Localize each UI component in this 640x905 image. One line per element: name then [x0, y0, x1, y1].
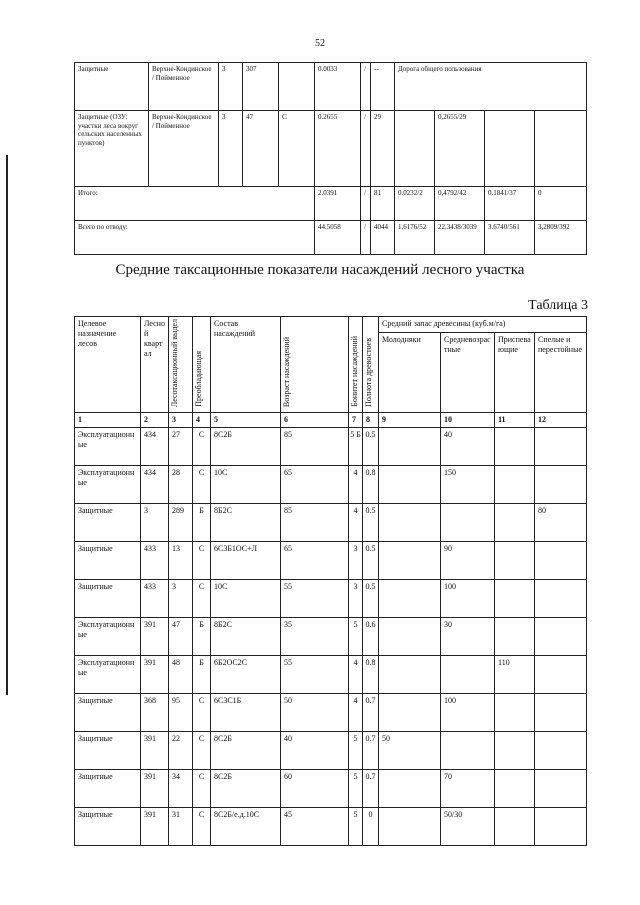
- column-number: 7: [349, 413, 363, 428]
- table-cell: 391: [141, 618, 169, 656]
- top-cell: 47: [243, 111, 279, 187]
- header-purpose: Целевое назначение лесов: [75, 317, 141, 413]
- table-cell: [441, 656, 495, 694]
- table-cell: 0: [363, 808, 379, 846]
- table-cell: [379, 694, 441, 732]
- table-cell: 8С2Б/е.д.10С: [211, 808, 281, 846]
- table-cell: 65: [281, 542, 349, 580]
- table-cell: Защитные: [75, 504, 141, 542]
- header-dominant-text: Преобладающая: [194, 351, 203, 408]
- header-avg-stock: Средний запас древесины (куб.м/га): [379, 317, 587, 333]
- column-number: 9: [379, 413, 441, 428]
- table-cell: Эксплуатационные: [75, 656, 141, 694]
- top-cell: [535, 111, 587, 187]
- table-cell: Эксплуатационные: [75, 466, 141, 504]
- top-cell: 3,2809/392: [535, 221, 587, 255]
- top-cell: /: [361, 63, 371, 111]
- table-cell: 40: [441, 428, 495, 466]
- top-total-label: Итого:: [75, 187, 315, 221]
- table-cell: 0.5: [363, 428, 379, 466]
- table-cell: 8С2Б: [211, 732, 281, 770]
- table-cell: 391: [141, 732, 169, 770]
- main-table-body: [75, 428, 587, 846]
- table-cell: 55: [281, 656, 349, 694]
- table-cell: 391: [141, 770, 169, 808]
- top-cell: 0.1841/37: [485, 187, 535, 221]
- top-cell: 2.0391: [315, 187, 361, 221]
- table-cell: 100: [441, 580, 495, 618]
- top-cell: Защитные: [75, 63, 149, 111]
- table-cell: Б: [193, 618, 211, 656]
- top-table-row: [75, 221, 587, 255]
- top-cell: 307: [243, 63, 279, 111]
- top-cell: --: [371, 63, 395, 111]
- table-cell: 3: [349, 542, 363, 580]
- table-cell: [495, 504, 535, 542]
- top-cell: 81: [371, 187, 395, 221]
- table-cell: 433: [141, 580, 169, 618]
- top-cell: 4044: [371, 221, 395, 255]
- table-cell: Защитные: [75, 732, 141, 770]
- table-cell: 60: [281, 770, 349, 808]
- top-cell: Верхне-Кондинское / Пойменное: [149, 63, 219, 111]
- table-cell: 95: [169, 694, 193, 732]
- table-label: Таблица 3: [528, 298, 588, 313]
- table-cell: 8Б2С: [211, 504, 281, 542]
- table-cell: 85: [281, 428, 349, 466]
- table-cell: 6С3С1Б: [211, 694, 281, 732]
- top-cell-road: Дорога общего пользования: [395, 63, 587, 111]
- table-cell: [379, 580, 441, 618]
- top-cell: /: [361, 187, 371, 221]
- table-cell: [535, 732, 587, 770]
- table-row: [75, 694, 587, 732]
- table-cell: 34: [169, 770, 193, 808]
- table-cell: 8С2Б: [211, 770, 281, 808]
- top-cell: Верхне-Кондинское / Пойменное: [149, 111, 219, 187]
- top-cell: /: [361, 111, 371, 187]
- top-cell: 0.0033: [315, 63, 361, 111]
- header-middle: Средневозрастные: [441, 333, 495, 413]
- table-cell: 0.5: [363, 542, 379, 580]
- table-cell: [495, 580, 535, 618]
- table-cell: 4: [349, 656, 363, 694]
- table-cell: 0.5: [363, 504, 379, 542]
- table-cell: 110: [495, 656, 535, 694]
- scan-margin-line: [6, 155, 8, 695]
- table-cell: С: [193, 428, 211, 466]
- table-cell: С: [193, 580, 211, 618]
- table-cell: 10С: [211, 580, 281, 618]
- table-cell: 50/30: [441, 808, 495, 846]
- table-cell: 4: [349, 504, 363, 542]
- top-cell: 0,2655/29: [435, 111, 485, 187]
- header-bonitet: [349, 317, 363, 413]
- table-cell: [535, 694, 587, 732]
- table-cell: [379, 618, 441, 656]
- table-cell: [379, 770, 441, 808]
- header-density: [363, 317, 379, 413]
- table-cell: Б: [193, 656, 211, 694]
- table-cell: 30: [441, 618, 495, 656]
- table-cell: Защитные: [75, 808, 141, 846]
- table-cell: 80: [535, 504, 587, 542]
- top-table-row: [75, 111, 587, 187]
- column-number: 4: [193, 413, 211, 428]
- table-row: [75, 580, 587, 618]
- header-quarter: Лесной квартал: [141, 317, 169, 413]
- table-row: [75, 542, 587, 580]
- top-cell: 0.2655: [315, 111, 361, 187]
- table-cell: [379, 428, 441, 466]
- table-cell: Защитные: [75, 694, 141, 732]
- top-cell: /: [361, 221, 371, 255]
- table-cell: [535, 542, 587, 580]
- table-cell: [495, 770, 535, 808]
- table-cell: 0.7: [363, 694, 379, 732]
- top-cell: [485, 111, 535, 187]
- table-cell: 50: [281, 694, 349, 732]
- header-age: [281, 317, 349, 413]
- table-cell: С: [193, 466, 211, 504]
- table-cell: 5: [349, 808, 363, 846]
- table-cell: 47: [169, 618, 193, 656]
- top-cell: 3: [219, 111, 243, 187]
- table-cell: 0.7: [363, 770, 379, 808]
- column-number: 12: [535, 413, 587, 428]
- table-cell: 368: [141, 694, 169, 732]
- table-cell: [379, 542, 441, 580]
- table-cell: [495, 428, 535, 466]
- table-cell: [495, 542, 535, 580]
- top-total-label: Всего по отводу:: [75, 221, 315, 255]
- header-bonitet-text: Бонитет насаждений: [350, 336, 359, 408]
- table-cell: 0.8: [363, 656, 379, 694]
- taxation-indicators-table: [74, 316, 587, 846]
- top-table-body: [75, 63, 587, 255]
- column-number: 2: [141, 413, 169, 428]
- table-cell: 0.7: [363, 732, 379, 770]
- table-cell: 289: [169, 504, 193, 542]
- table-cell: 6Б2ОС2С: [211, 656, 281, 694]
- table-cell: [379, 656, 441, 694]
- top-cell: Защитные (ОЗУ: участки леса вокруг сельских населенных пунктов): [75, 111, 149, 187]
- table-cell: 391: [141, 656, 169, 694]
- table-cell: 85: [281, 504, 349, 542]
- header-allotment: [169, 317, 193, 413]
- table-cell: Эксплуатационные: [75, 618, 141, 656]
- header-allotment-text: Лесотаксационный выдел: [170, 319, 179, 408]
- table-cell: 50: [379, 732, 441, 770]
- table-cell: 4: [349, 466, 363, 504]
- header-maturing: Приспевающие: [495, 333, 535, 413]
- top-cell: 0: [535, 187, 587, 221]
- land-plot-table-continuation: [74, 62, 587, 255]
- top-cell: [279, 63, 315, 111]
- table-row: [75, 770, 587, 808]
- top-cell: 22,3438/3039: [435, 221, 485, 255]
- table-cell: 90: [441, 542, 495, 580]
- top-cell: 29: [371, 111, 395, 187]
- column-number: 8: [363, 413, 379, 428]
- table-cell: 35: [281, 618, 349, 656]
- table-cell: [535, 656, 587, 694]
- table-cell: Защитные: [75, 580, 141, 618]
- table-cell: 3: [141, 504, 169, 542]
- table-cell: 5: [349, 732, 363, 770]
- top-table-row: [75, 187, 587, 221]
- table-cell: 22: [169, 732, 193, 770]
- column-number: 5: [211, 413, 281, 428]
- top-cell: [395, 111, 435, 187]
- table-cell: 70: [441, 770, 495, 808]
- header-density-text: Полнота древостоев: [364, 338, 373, 408]
- table-cell: 433: [141, 542, 169, 580]
- table-cell: [535, 428, 587, 466]
- table-cell: 45: [281, 808, 349, 846]
- table-cell: Защитные: [75, 770, 141, 808]
- table-cell: 4: [349, 694, 363, 732]
- table-cell: 27: [169, 428, 193, 466]
- column-number-row: [75, 413, 587, 428]
- table-cell: 0.8: [363, 466, 379, 504]
- column-number: 11: [495, 413, 535, 428]
- table-cell: 434: [141, 466, 169, 504]
- column-number: 10: [441, 413, 495, 428]
- top-cell: 3: [219, 63, 243, 111]
- table-cell: 13: [169, 542, 193, 580]
- table-cell: 5: [349, 618, 363, 656]
- table-cell: [379, 808, 441, 846]
- table-cell: 10С: [211, 466, 281, 504]
- section-title: Средние таксационные показатели насаждений лесного участка: [115, 262, 525, 278]
- column-number: 6: [281, 413, 349, 428]
- table-cell: 0.5: [363, 580, 379, 618]
- table-cell: 28: [169, 466, 193, 504]
- table-cell: С: [193, 732, 211, 770]
- table-row: [75, 808, 587, 846]
- table-cell: [535, 770, 587, 808]
- table-cell: [495, 808, 535, 846]
- column-number: 3: [169, 413, 193, 428]
- table-cell: С: [193, 542, 211, 580]
- table-row: [75, 656, 587, 694]
- table-cell: 55: [281, 580, 349, 618]
- table-cell: 48: [169, 656, 193, 694]
- table-cell: С: [193, 694, 211, 732]
- table-cell: С: [193, 770, 211, 808]
- header-composition: Состав насаждений: [211, 317, 281, 413]
- table-cell: [535, 466, 587, 504]
- table-row: [75, 504, 587, 542]
- table-cell: 65: [281, 466, 349, 504]
- table-cell: 0.6: [363, 618, 379, 656]
- table-cell: 3: [349, 580, 363, 618]
- top-cell: 44.5058: [315, 221, 361, 255]
- table-cell: 5 Б: [349, 428, 363, 466]
- table-cell: 100: [441, 694, 495, 732]
- table-cell: 6С3Б1ОС+Л: [211, 542, 281, 580]
- table-cell: С: [193, 808, 211, 846]
- table-cell: 3: [169, 580, 193, 618]
- table-cell: [535, 580, 587, 618]
- table-cell: 150: [441, 466, 495, 504]
- table-cell: 5: [349, 770, 363, 808]
- header-age-text: Возраст насаждений: [282, 337, 291, 408]
- table-cell: [495, 694, 535, 732]
- table-row: [75, 466, 587, 504]
- table-cell: [535, 618, 587, 656]
- table-cell: 40: [281, 732, 349, 770]
- top-table-row: [75, 63, 587, 111]
- header-dominant: [193, 317, 211, 413]
- table-cell: [495, 466, 535, 504]
- top-cell: 3.6740/561: [485, 221, 535, 255]
- table-cell: [379, 466, 441, 504]
- header-mature: Спелые и перестойные: [535, 333, 587, 413]
- page-number: 52: [315, 38, 325, 49]
- table-cell: Эксплуатационные: [75, 428, 141, 466]
- table-cell: [535, 808, 587, 846]
- table-cell: Защитные: [75, 542, 141, 580]
- top-cell: 0,4792/42: [435, 187, 485, 221]
- table-row: [75, 428, 587, 466]
- table-cell: Б: [193, 504, 211, 542]
- table-cell: [441, 504, 495, 542]
- table-cell: 391: [141, 808, 169, 846]
- column-number: 1: [75, 413, 141, 428]
- table-cell: 434: [141, 428, 169, 466]
- table-row: [75, 618, 587, 656]
- table-cell: [441, 732, 495, 770]
- table-cell: 8Б2С: [211, 618, 281, 656]
- top-cell: 1,6176/52: [395, 221, 435, 255]
- table-cell: [495, 732, 535, 770]
- table-cell: [495, 618, 535, 656]
- table-cell: [379, 504, 441, 542]
- top-cell: С: [279, 111, 315, 187]
- table-cell: 8С2Б: [211, 428, 281, 466]
- table-row: [75, 732, 587, 770]
- top-cell: 0.0232/2: [395, 187, 435, 221]
- header-young: Молодняки: [379, 333, 441, 413]
- table-cell: 31: [169, 808, 193, 846]
